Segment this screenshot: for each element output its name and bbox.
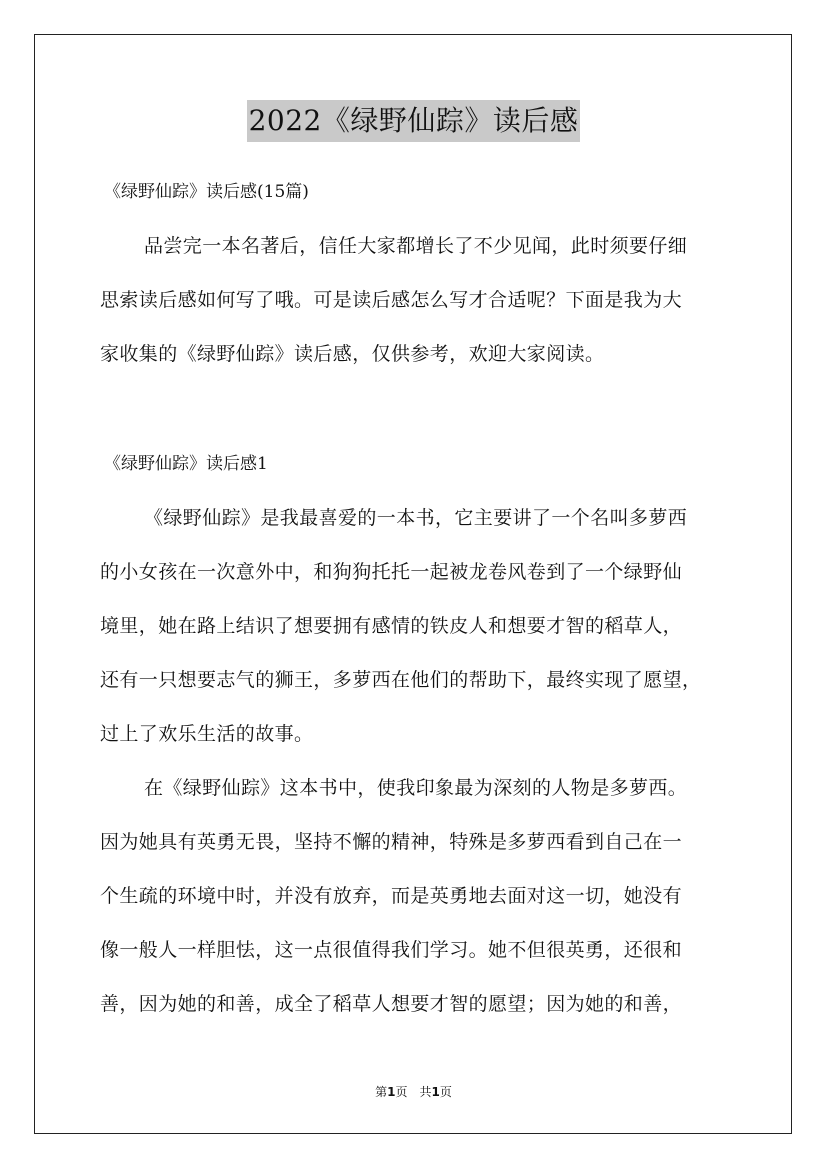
intro-line: 家收集的《绿野仙踪》读后感，仅供参考，欢迎大家阅读。: [100, 343, 605, 365]
paragraph-line: 像一般人一样胆怯，这一点很值得我们学习。她不但很英勇，还很和: [100, 939, 683, 961]
paragraph-line: 境里，她在路上结识了想要拥有感情的铁皮人和想要才智的稻草人，: [100, 615, 683, 637]
intro-line: 思索读后感如何写了哦。可是读后感怎么写才合适呢？下面是我为大: [100, 289, 683, 311]
total-page-number: 1: [431, 1085, 440, 1099]
paragraph-line: 因为她具有英勇无畏，坚持不懈的精神，特殊是多萝西看到自己在一: [100, 831, 683, 853]
document-title: [0, 100, 827, 142]
paragraph-line: 还有一只想要志气的狮王，多萝西在他们的帮助下，最终实现了愿望，: [100, 669, 702, 691]
intro-line: 品尝完一本名著后，信任大家都增长了不少见闻，此时须要仔细: [144, 235, 688, 257]
paragraph-line: 在《绿野仙踪》这本书中，使我印象最为深刻的人物是多萝西。: [144, 777, 688, 799]
paragraph-line: 《绿野仙踪》是我最喜爱的一本书，它主要讲了一个名叫多萝西: [144, 507, 688, 529]
current-page-number: 1: [387, 1085, 396, 1099]
page-prefix: 第: [375, 1085, 388, 1099]
page-suffix: 页: [439, 1085, 452, 1099]
body-paragraph-1: [100, 502, 740, 772]
document-subtitle: 《绿野仙踪》读后感(15篇): [104, 182, 309, 202]
body-paragraph-2: [100, 772, 740, 1042]
document-title-text: 2022《绿野仙踪》读后感: [247, 100, 581, 142]
page-mid: 页 共: [395, 1085, 432, 1099]
intro-paragraph: [100, 230, 740, 392]
paragraph-line: 过上了欢乐生活的故事。: [100, 723, 314, 745]
paragraph-line: 个生疏的环境中时，并没有放弃，而是英勇地去面对这一切，她没有: [100, 885, 683, 907]
paragraph-line: 的小女孩在一次意外中，和狗狗托托一起被龙卷风卷到了一个绿野仙: [100, 561, 683, 583]
section-heading: 《绿野仙踪》读后感1: [104, 454, 268, 474]
page-footer: [0, 1082, 827, 1102]
paragraph-line: 善，因为她的和善，成全了稻草人想要才智的愿望；因为她的和善，: [100, 993, 683, 1015]
